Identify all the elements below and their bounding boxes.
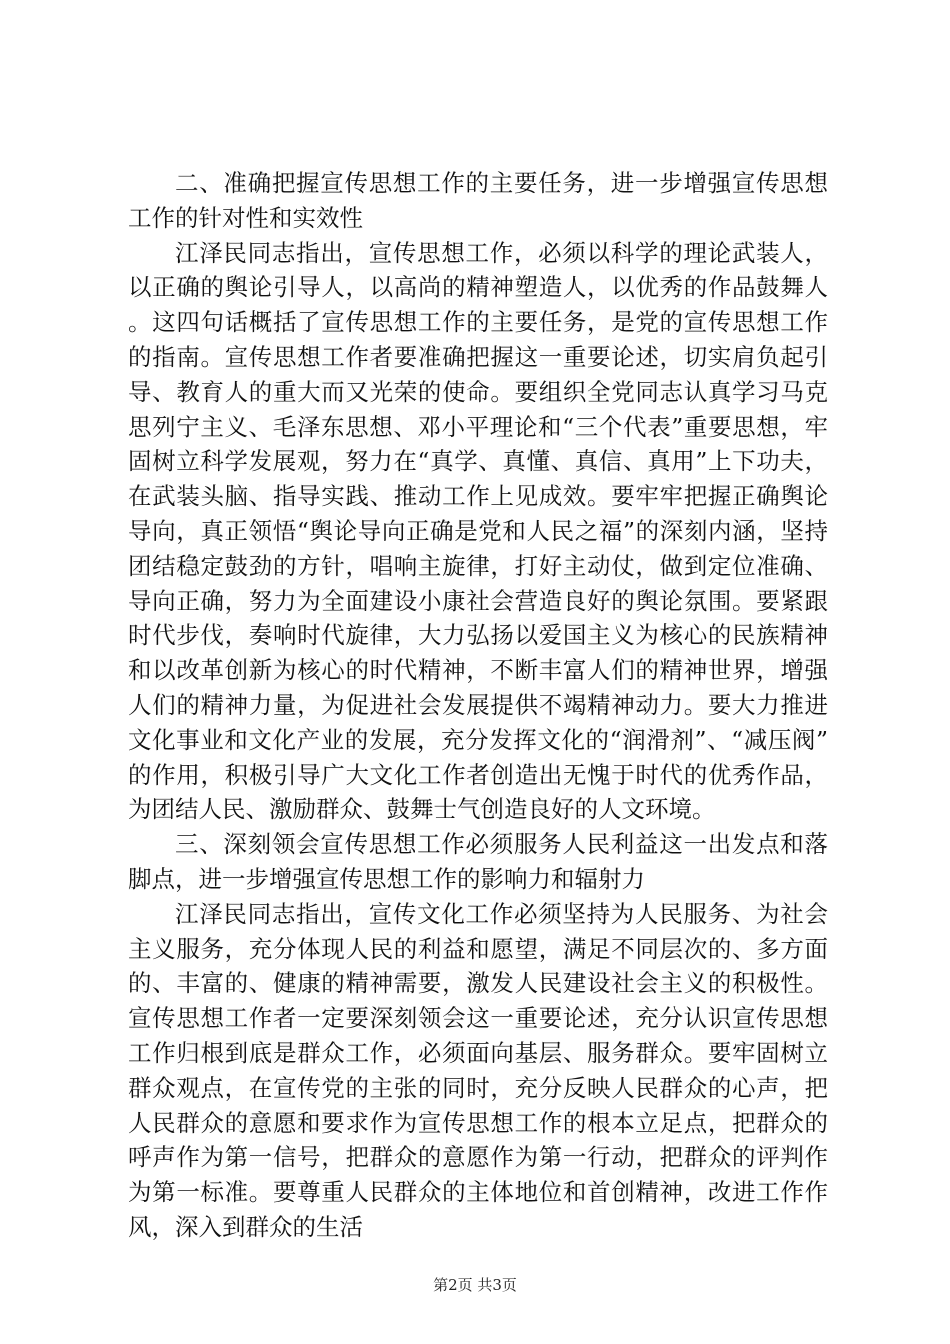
section-heading-3: 三、深刻领会宣传思想工作必须服务人民利益这一出发点和落脚点，进一步增强宣传思想工作的影响力和辐射力 bbox=[128, 830, 828, 893]
document-body bbox=[128, 166, 828, 1245]
section-heading-2: 二、准确把握宣传思想工作的主要任务，进一步增强宣传思想工作的针对性和实效性 bbox=[128, 169, 828, 232]
body-paragraph: 江泽民同志指出，宣传思想工作，必须以科学的理论武装人，以正确的舆论引导人，以高尚的精神塑造人，以优秀的作品鼓舞人。这四句话概括了宣传思想工作的主要任务，是党的宣传思想工作的指南。宣传思想工作者要准确把握这一重要论述，切实肩负起引导、教育人的重大而又光荣的使命。要组织全党同志认真学习马克思列宁主义、毛泽东思想、邓小平理论和“三个代表”重要思想，牢固树立科学发展观，努力在“真学、真懂、真信、真用”上下功夫，在武装头脑、指导实践、推动工作上见成效。要牢牢把握正确舆论导向，真正领悟“舆论导向正确是党和人民之福”的深刻内涵，坚持团结稳定鼓劲的方针，唱响主旋律，打好主动仗，做到定位准确、导向正确，努力为全面建设小康社会营造良好的舆论氛围。要紧跟时代步伐，奏响时代旋律，大力弘扬以爱国主义为核心的民族精神和以改革创新为核心的时代精神，不断丰富人们的精神世界，增强人们的精神力量，为促进社会发展提供不竭精神动力。要大力推进文化事业和文化产业的发展，充分发挥文化的“润滑剂”、“减压阀”的作用，积极引导广大文化工作者创造出无愧于时代的优秀作品，为团结人民、激励群众、鼓舞士气创造良好的人文环境。 bbox=[128, 238, 828, 824]
body-paragraph: 江泽民同志指出，宣传文化工作必须坚持为人民服务、为社会主义服务，充分体现人民的利益和愿望，满足不同层次的、多方面的、丰富的、健康的精神需要，激发人民建设社会主义的积极性。宣传思想工作者一定要深刻领会这一重要论述，充分认识宣传思想工作归根到底是群众工作，必须面向基层、服务群众。要牢固树立群众观点，在宣传党的主张的同时，充分反映人民群众的心声，把人民群众的意愿和要求作为宣传思想工作的根本立足点，把群众的呼声作为第一信号，把群众的意愿作为第一行动，把群众的评判作为第一标准。要尊重人民群众的主体地位和首创精神，改进工作作风，深入到群众的生活 bbox=[128, 899, 828, 1241]
page-number-footer: 第2页 共3页 bbox=[433, 1276, 517, 1294]
